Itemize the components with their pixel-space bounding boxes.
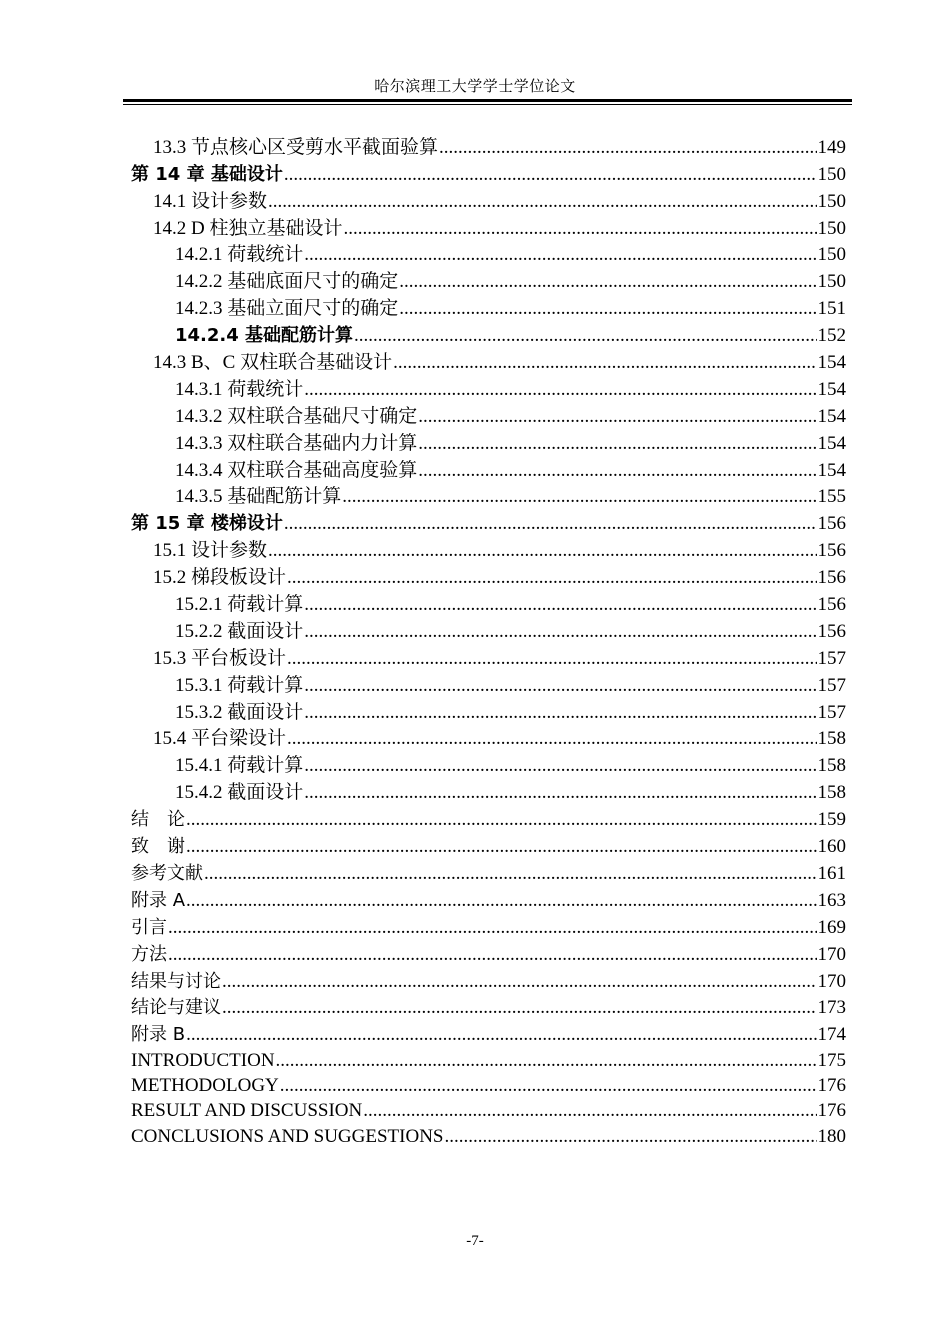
header-rule-thick [123,99,852,102]
toc-dot-leader [418,406,816,428]
toc-entry-page: 159 [817,809,846,831]
toc-dot-leader [418,433,816,455]
toc-dot-leader [204,863,817,885]
toc-entry-page: 150 [817,244,846,266]
toc-entry[interactable] [131,643,846,670]
toc-entry[interactable] [131,535,846,562]
toc-dot-leader [186,809,817,831]
toc-entry-page: 157 [817,701,846,723]
toc-entry-label: 14.3 B、C 双柱联合基础设计 [153,352,393,374]
toc-entry[interactable] [131,831,846,858]
toc-entry-label: CONCLUSIONS AND SUGGESTIONS [131,1125,444,1147]
toc-dot-leader [439,137,816,159]
toc-entry[interactable] [131,320,846,347]
toc-entry-label: 14.1 设计参数 [153,190,268,212]
toc-entry-page: 158 [817,728,846,750]
toc-entry-page: 150 [817,271,846,293]
toc-dot-leader [222,971,817,993]
toc-entry-label: 引言 [131,916,167,938]
toc-entry-page: 156 [817,567,846,589]
running-header-title: 哈尔滨理工大学学士学位论文 [374,79,576,95]
toc-entry[interactable] [131,804,846,831]
toc-entry-label: INTRODUCTION [131,1049,275,1071]
toc-entry-label: RESULT AND DISCUSSION [131,1100,363,1122]
toc-entry-label: 结 论 [131,809,185,831]
toc-entry-label: 14.3.2 双柱联合基础尺寸确定 [175,405,418,427]
toc-entry-page: 163 [817,889,846,911]
toc-entry[interactable] [131,1046,846,1071]
toc-entry-page: 170 [817,970,846,992]
toc-entry-label: 第 15 章 楼梯设计 [131,513,283,535]
toc-entry-page: 156 [817,540,846,562]
toc-entry[interactable] [131,993,846,1020]
toc-entry-label: 14.2.2 基础底面尺寸的确定 [175,271,399,293]
toc-entry[interactable] [131,562,846,589]
toc-entry[interactable] [131,508,846,535]
toc-entry-label: 15.3.2 截面设计 [175,701,304,723]
toc-entry[interactable] [131,159,846,186]
toc-dot-leader [276,1050,817,1072]
toc-entry-label: 附录 B [131,1024,186,1046]
toc-dot-leader [168,917,817,939]
toc-dot-leader [363,1100,816,1122]
toc-entry[interactable] [131,750,846,777]
toc-dot-leader [342,486,816,508]
toc-entry-page: 161 [817,862,846,884]
toc-dot-leader [304,244,816,266]
toc-entry-label: 附录 A [131,889,186,911]
toc-dot-leader [268,191,816,213]
toc-entry-page: 176 [817,1075,846,1097]
toc-entry[interactable] [131,455,846,482]
toc-entry-label: 15.4.2 截面设计 [175,782,304,804]
toc-entry-page: 152 [817,325,846,347]
toc-entry-label: 15.2.2 截面设计 [175,620,304,642]
toc-entry-label: 方法 [131,943,167,965]
header-rule-thin [123,104,852,105]
toc-entry-page: 174 [817,1024,846,1046]
toc-entry-page: 154 [817,459,846,481]
toc-dot-leader [304,621,816,643]
toc-dot-leader [287,648,816,670]
toc-dot-leader [304,594,816,616]
toc-entry-label: 第 14 章 基础设计 [131,163,283,185]
toc-entry[interactable] [131,428,846,455]
toc-dot-leader [304,755,816,777]
toc-entry-page: 175 [817,1049,846,1071]
toc-entry[interactable] [131,724,846,751]
toc-entry-page: 170 [817,943,846,965]
toc-dot-leader [186,1024,816,1046]
toc-entry-label: 15.1 设计参数 [153,540,268,562]
toc-entry[interactable] [131,858,846,885]
toc-entry-label: 14.3.5 基础配筋计算 [175,486,342,508]
toc-dot-leader [304,702,816,724]
toc-dot-leader [284,513,817,535]
toc-entry-label: 15.3.1 荷载计算 [175,674,304,696]
toc-dot-leader [280,1075,817,1097]
toc-entry-label: 14.3.1 荷载统计 [175,378,304,400]
page-number: -7- [466,1233,484,1249]
toc-entry-page: 157 [817,674,846,696]
toc-entry[interactable] [131,482,846,509]
toc-entry-page: 150 [817,163,846,185]
toc-entry-page: 160 [817,836,846,858]
toc-entry-page: 156 [817,513,846,535]
toc-dot-leader [284,164,817,186]
toc-entry[interactable] [131,912,846,939]
toc-entry-page: 154 [817,352,846,374]
toc-entry-page: 150 [817,217,846,239]
toc-entry-label: 15.2 梯段板设计 [153,567,287,589]
toc-entry-label: METHODOLOGY [131,1075,279,1097]
toc-dot-leader [399,271,816,293]
toc-dot-leader [186,890,816,912]
toc-dot-leader [186,836,817,858]
toc-entry-page: 154 [817,378,846,400]
toc-entry-page: 158 [817,755,846,777]
toc-entry-label: 14.2 D 柱独立基础设计 [153,217,343,239]
toc-entry[interactable] [131,266,846,293]
toc-entry-page: 155 [817,486,846,508]
toc-entry-label: 致 谢 [131,836,185,858]
table-of-contents [131,132,846,1148]
toc-entry[interactable] [131,777,846,804]
toc-entry-label: 14.2.4 基础配筋计算 [175,325,354,347]
toc-entry-label: 13.3 节点核心区受剪水平截面验算 [153,136,439,158]
toc-entry-label: 15.4.1 荷载计算 [175,755,304,777]
toc-entry-label: 15.4 平台梁设计 [153,728,287,750]
toc-dot-leader [399,298,816,320]
toc-entry-page: 180 [817,1125,846,1147]
toc-entry[interactable] [131,374,846,401]
toc-entry[interactable] [131,347,846,374]
toc-dot-leader [354,325,816,347]
toc-entry[interactable] [131,213,846,240]
toc-entry-label: 15.2.1 荷载计算 [175,594,304,616]
toc-entry[interactable] [131,966,846,993]
toc-entry-page: 176 [817,1100,846,1122]
toc-entry-page: 149 [817,136,846,158]
toc-entry-label: 15.3 平台板设计 [153,647,287,669]
toc-entry-page: 157 [817,647,846,669]
toc-dot-leader [418,460,816,482]
toc-entry-label: 参考文献 [131,862,203,884]
toc-entry-page: 150 [817,190,846,212]
toc-dot-leader [287,728,816,750]
toc-entry-page: 173 [817,997,846,1019]
toc-dot-leader [304,782,816,804]
toc-entry[interactable] [131,697,846,724]
toc-entry-label: 14.3.3 双柱联合基础内力计算 [175,432,418,454]
toc-entry[interactable] [131,240,846,267]
toc-entry[interactable] [131,589,846,616]
toc-entry-page: 156 [817,620,846,642]
toc-dot-leader [304,675,816,697]
toc-dot-leader [444,1126,816,1148]
toc-dot-leader [222,997,817,1019]
toc-dot-leader [343,218,816,240]
toc-entry[interactable] [131,1097,846,1122]
toc-entry[interactable] [131,1122,846,1147]
toc-entry[interactable] [131,401,846,428]
toc-entry[interactable] [131,939,846,966]
toc-dot-leader [304,379,816,401]
toc-entry-page: 169 [817,916,846,938]
toc-entry-label: 14.3.4 双柱联合基础高度验算 [175,459,418,481]
toc-entry-label: 14.2.1 荷载统计 [175,244,304,266]
toc-dot-leader [268,540,816,562]
toc-entry[interactable] [131,1019,846,1046]
toc-entry[interactable] [131,616,846,643]
toc-entry-page: 156 [817,594,846,616]
toc-entry[interactable] [131,670,846,697]
toc-entry[interactable] [131,132,846,159]
toc-entry[interactable] [131,885,846,912]
toc-entry-label: 结论与建议 [131,997,221,1019]
toc-dot-leader [287,567,816,589]
toc-entry-page: 158 [817,782,846,804]
toc-entry-page: 154 [817,432,846,454]
toc-entry-page: 154 [817,405,846,427]
toc-entry[interactable] [131,186,846,213]
toc-entry-label: 14.2.3 基础立面尺寸的确定 [175,298,399,320]
toc-entry-label: 结果与讨论 [131,970,221,992]
toc-dot-leader [168,944,817,966]
toc-dot-leader [393,352,816,374]
toc-entry[interactable] [131,1072,846,1097]
toc-entry[interactable] [131,293,846,320]
toc-entry-page: 151 [817,298,846,320]
